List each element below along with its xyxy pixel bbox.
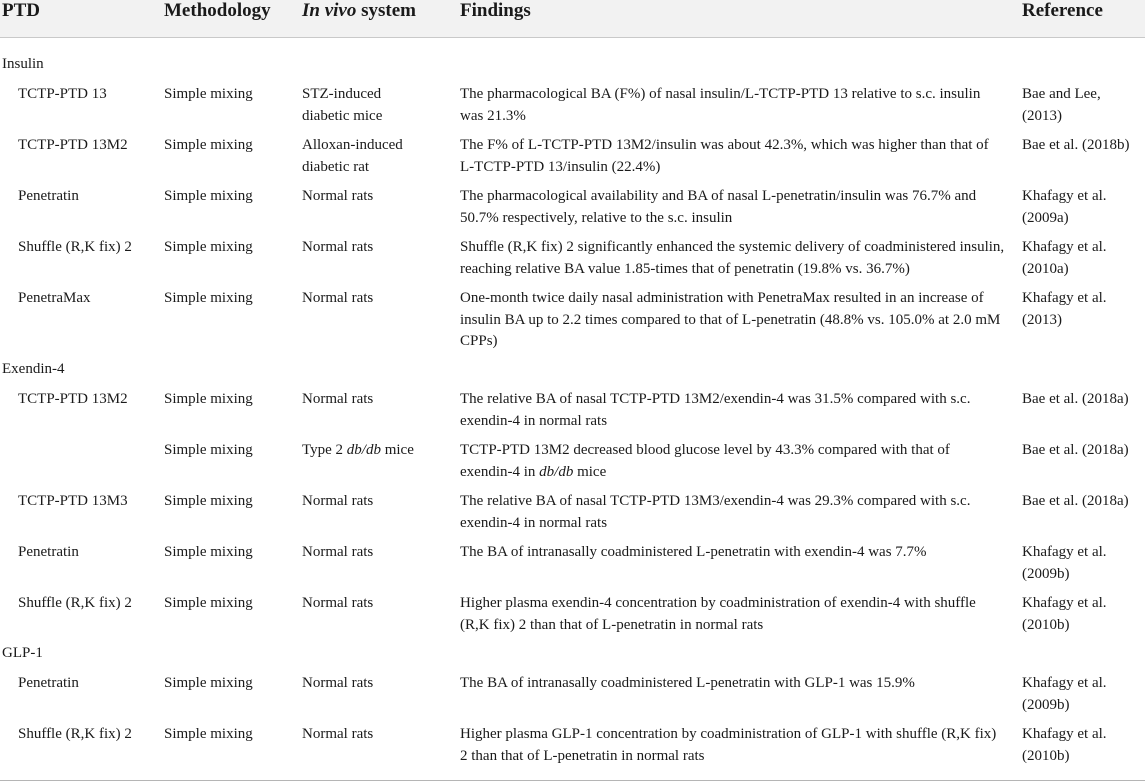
cell-findings: Higher plasma GLP-1 concentration by coadministration of GLP-1 with shuffle (R,K fix) 2 than that of L-penetratin in normal rats xyxy=(460,726,997,764)
cell-system: Normal rats xyxy=(302,290,374,306)
header-in-vivo-system: In vivo system xyxy=(302,0,416,21)
cell-methodology: Simple mixing xyxy=(164,493,253,509)
table-bottom-rule xyxy=(0,780,1145,781)
cell-methodology: Simple mixing xyxy=(164,391,253,407)
group-label-exendin-4: Exendin-4 xyxy=(2,361,65,377)
cell-reference: Bae et al. (2018b) xyxy=(1022,137,1130,153)
cell-findings: TCTP-PTD 13M2 decreased blood glucose level by 43.3% compared with that of exendin-4 in db/db mice xyxy=(460,442,950,480)
cell-methodology: Simple mixing xyxy=(164,595,253,611)
cell-ptd: Penetratin xyxy=(18,188,79,204)
cell-methodology: Simple mixing xyxy=(164,86,253,102)
cell-system: Normal rats xyxy=(302,544,374,560)
cell-methodology: Simple mixing xyxy=(164,137,253,153)
cell-system: Normal rats xyxy=(302,493,374,509)
cell-methodology: Simple mixing xyxy=(164,442,253,458)
cell-system: Normal rats xyxy=(302,188,374,204)
group-label-glp-1: GLP-1 xyxy=(2,645,43,661)
cell-ptd: Shuffle (R,K fix) 2 xyxy=(18,239,132,255)
cell-reference: Khafagy et al. (2009a) xyxy=(1022,188,1107,226)
cell-reference: Khafagy et al. (2013) xyxy=(1022,290,1107,328)
cell-findings: Higher plasma exendin-4 concentration by coadministration of exendin-4 with shuffle (R,K fix) 2 than that of L-penetratin in normal rats xyxy=(460,595,976,633)
cell-ptd: Penetratin xyxy=(18,675,79,691)
cell-methodology: Simple mixing xyxy=(164,544,253,560)
header-ptd: PTD xyxy=(2,0,40,21)
cell-findings: The pharmacological BA (F%) of nasal insulin/L-TCTP-PTD 13 relative to s.c. insulin was 21.3% xyxy=(460,86,981,124)
cell-findings: The BA of intranasally coadministered L-penetratin with exendin-4 was 7.7% xyxy=(460,544,927,560)
cell-reference: Bae and Lee, (2013) xyxy=(1022,86,1101,124)
cell-findings: The relative BA of nasal TCTP-PTD 13M3/exendin-4 was 29.3% compared with s.c. exendin-4 in normal rats xyxy=(460,493,971,531)
cell-reference: Khafagy et al. (2009b) xyxy=(1022,675,1107,713)
cell-reference: Bae et al. (2018a) xyxy=(1022,442,1129,458)
cell-ptd: Shuffle (R,K fix) 2 xyxy=(18,726,132,742)
cell-ptd: Penetratin xyxy=(18,544,79,560)
cell-ptd: TCTP-PTD 13M2 xyxy=(18,137,128,153)
cell-findings: The BA of intranasally coadministered L-penetratin with GLP-1 was 15.9% xyxy=(460,675,915,691)
cell-findings: Shuffle (R,K fix) 2 significantly enhanced the systemic delivery of coadministered insulin, reaching relative BA value 1.85-times that of penetratin (19.8% vs. 36.7%) xyxy=(460,239,1005,277)
cell-reference: Bae et al. (2018a) xyxy=(1022,493,1129,509)
table-header xyxy=(0,0,1145,38)
cell-system: Normal rats xyxy=(302,391,374,407)
group-label-insulin: Insulin xyxy=(2,56,44,72)
cell-system: STZ-induced diabetic mice xyxy=(302,86,383,124)
cell-ptd: TCTP-PTD 13M3 xyxy=(18,493,128,509)
cell-reference: Khafagy et al. (2010a) xyxy=(1022,239,1107,277)
cell-ptd: TCTP-PTD 13 xyxy=(18,86,107,102)
cell-methodology: Simple mixing xyxy=(164,239,253,255)
cell-methodology: Simple mixing xyxy=(164,188,253,204)
header-methodology: Methodology xyxy=(164,0,271,21)
cell-system: Alloxan-induced diabetic rat xyxy=(302,137,403,175)
cell-ptd: TCTP-PTD 13M2 xyxy=(18,391,128,407)
cell-system: Normal rats xyxy=(302,675,374,691)
cell-methodology: Simple mixing xyxy=(164,290,253,306)
cell-ptd: PenetraMax xyxy=(18,290,91,306)
cell-methodology: Simple mixing xyxy=(164,675,253,691)
cell-ptd: Shuffle (R,K fix) 2 xyxy=(18,595,132,611)
cell-system: Normal rats xyxy=(302,239,374,255)
cell-findings: The F% of L-TCTP-PTD 13M2/insulin was about 42.3%, which was higher than that of L-TCTP-PTD 13/insulin (22.4%) xyxy=(460,137,989,175)
cell-system: Type 2 db/db mice xyxy=(302,442,414,458)
cell-findings: The pharmacological availability and BA of nasal L-penetratin/insulin was 76.7% and 50.7% respectively, relative to the s.c. insulin xyxy=(460,188,977,226)
cell-reference: Khafagy et al. (2009b) xyxy=(1022,544,1107,582)
header-findings: Findings xyxy=(460,0,531,21)
cell-methodology: Simple mixing xyxy=(164,726,253,742)
header-reference: Reference xyxy=(1022,0,1103,21)
cell-system: Normal rats xyxy=(302,726,374,742)
cell-reference: Bae et al. (2018a) xyxy=(1022,391,1129,407)
cell-reference: Khafagy et al. (2010b) xyxy=(1022,595,1107,633)
cell-findings: One-month twice daily nasal administration with PenetraMax resulted in an increase of insulin BA up to 2.2 times compared to that of L-penetratin (48.8% vs. 105.0% at 2.0 mM CPPs) xyxy=(460,290,1001,349)
cell-findings: The relative BA of nasal TCTP-PTD 13M2/exendin-4 was 31.5% compared with s.c. exendin-4 in normal rats xyxy=(460,391,971,429)
cell-system: Normal rats xyxy=(302,595,374,611)
cell-reference: Khafagy et al. (2010b) xyxy=(1022,726,1107,764)
